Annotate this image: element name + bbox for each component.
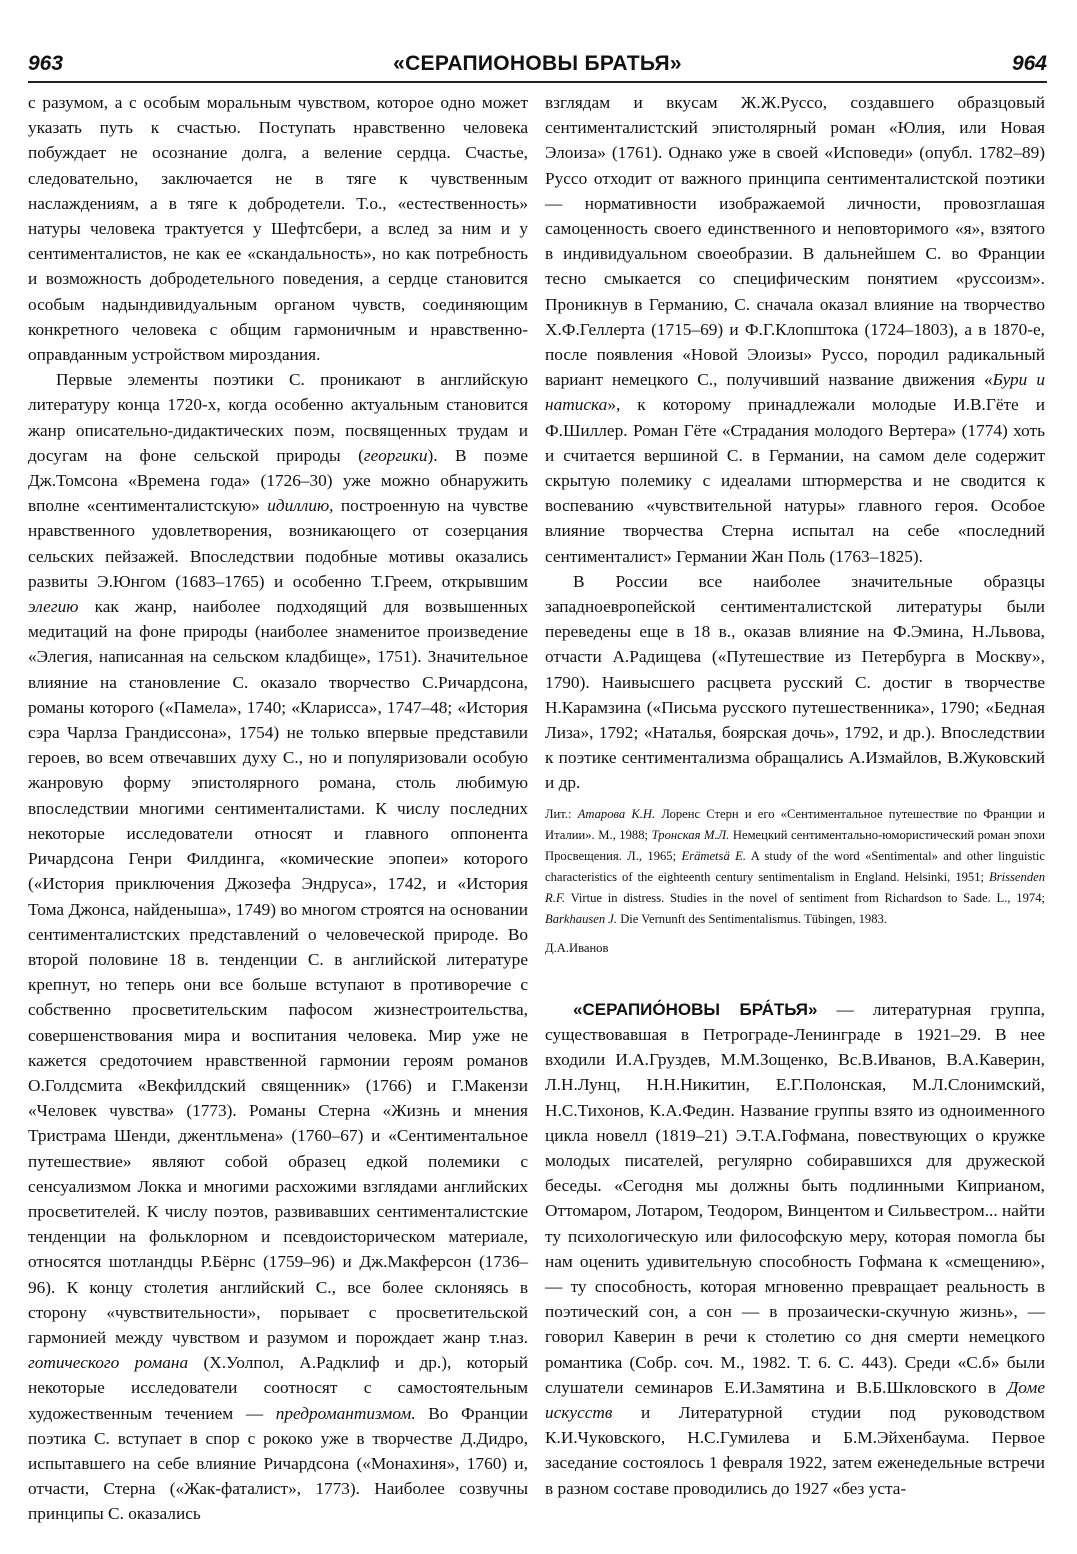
bibliography-entry: Virtue in distress. Studies in the novel of sentiment from Richardson to Sade. L., 1974; — [565, 890, 1045, 905]
term-italic: Доме искусств — [545, 1377, 1045, 1422]
page-header — [28, 52, 1047, 82]
paragraph — [28, 90, 528, 367]
term-italic: предромантизмом. — [275, 1403, 416, 1423]
article-signature: Д.А.Иванов — [545, 940, 609, 955]
bibliography-entry: Немецкий сентиментально-юмористический роман эпохи Просвещения. Л., 1965; — [545, 827, 1045, 863]
bibliography-author: Barkhausen J. — [545, 911, 618, 926]
running-title: «СЕРАПИОНОВЫ БРАТЬЯ» — [393, 52, 682, 75]
header-rule — [28, 81, 1047, 83]
paragraph-text: и Литературной студии под руководством К.И.Чуковского, Н.С.Гумилева и Б.М.Эйхенбаума. Первое заседание состоялось 1 февраля 1922, затем еженедельные встречи в разном составе проводились до 1927 «без уста- — [545, 1402, 1045, 1498]
right-column — [545, 90, 1045, 1501]
bibliography-entry: Лоренс Стерн и его «Сентиментальное путешествие по Франции и Италии». М., 1988; — [545, 806, 1046, 842]
paragraph-text: (Х.Уолпол, А.Радклиф и др.), который некоторые исследователи соотносят с самостоятельным художественным течением — — [28, 1353, 528, 1423]
term-italic: георгики — [363, 445, 428, 465]
article-entry — [545, 997, 1045, 1501]
paragraph-text: построенную на чувстве нравственного удовлетворения, возникающего от созерцания сельских пейзажей. Впоследствии подобные мотивы оказались развиты Э.Юнгом (1683–1765) и особенно Т.Греем, открывшим — [28, 496, 528, 591]
bibliography-author: Brissenden R.F. — [545, 869, 1045, 905]
paragraph-text: с разумом, а с особым моральным чувством, которое одно может указать путь к счастью. Поступать нравственно человека побуждает не осознание долга, а веление сердца. Счастье, следовательно, заключается не в тяге к чувственным наслаждениям, а в тяге к добродетели. Т.о., «естественность» натуры человека трактуется у Шефтсбери, а вслед за ним и у сентименталистов, не как ее «скандальность», но как потребность и возможность добродетельного поведения, а сердце становится особым надындивидуальным органом чувств, соединяющим конкретного человека с общим гармоничным и нравственно-оправданным устройством мироздания. — [28, 93, 528, 365]
paragraph-text: — литературная группа, существовавшая в Петрограде-Ленинграде в 1921–29. В нее входили И.А.Груздев, М.М.Зощенко, Вс.В.Иванов, В.А.Каверин, Л.Н.Лунц, Н.Н.Никитин, Е.Г.Полонская, М.Л.Слонимский, Н.С.Тихонов, К.А.Федин. Название группы взято из одноименного цикла новелл (1819–21) Э.Т.А.Гофмана, повествующих о кружке молодых писателей, регулярно собиравшихся для дружеской беседы. «Сегодня мы должны быть подлинными Киприаном, Оттомаром, Лотаром, Теодором, Винцентом и Сильвестром... найти ту психологическую или философскую меру, которая помогла бы нам оценить удивительную способность Гофмана к «смещению», — ту способность, которая мгновенно превращает реальность в поэтический сон, а сон — в прозаически-скучную жизнь», — говорил Каверин в речи к столетию со дня смерти немецкого романтика (Собр. соч. М., 1982. Т. 6. С. 443). Среди «С.б» были слушатели семинаров Е.И.Замятина и В.Б.Шкловского в — [545, 999, 1045, 1397]
paragraph — [545, 90, 1045, 569]
paragraph-text: В России все наиболее значительные образцы западноевропейской сентименталистской литературы были переведены еще в 18 в., оказав влияние на Ф.Эмина, Н.Львова, отчасти А.Радищева («Путешествие из Петербурга в Москву», 1790). Наивысшего расцвета русский С. достиг в творчестве Н.Карамзина («Письма русского путешественника», 1790; «Бедная Лиза», 1792; «Наталья, боярская дочь», 1792, и др.). Впоследствии к поэтике сентиментализма обращались А.Измайлов, В.Жуковский и др. — [545, 571, 1045, 793]
paragraph-text: взглядам и вкусам Ж.Ж.Руссо, создавшего образцовый сентименталистский эпистолярный роман «Юлия, или Новая Элоиза» (1761). Однако уже в своей «Исповеди» (опубл. 1782–89) Руссо отходит от важного принципа сентименталистской поэтики — нормативности изображаемой личности, провозглашая самоценность своего единственного и неповторимого «я», взятого в индивидуальном своеобразии. В дальнейшем С. во Франции тесно смыкается со специфическим понятием «руссоизм». Проникнув в Германию, С. сначала оказал влияние на творчество Х.Ф.Геллерта (1715–69) и Ф.Г.Клопштока (1724–1803), а в 1870-е, после появления «Новой Элоизы» Руссо, породил радикальный вариант немецкого С., получивший название движения « — [545, 93, 1045, 390]
paragraph — [28, 367, 528, 1526]
left-page-number: 963 — [28, 52, 64, 75]
paragraph-text: », к которому принадлежали молодые И.В.Гёте и Ф.Шиллер. Роман Гёте «Страдания молодого Вертера» (1774) хоть и считается вершиной С. в Германии, на самом деле содержит скрытую полемику с идеалами штюрмерства и не сводится к воспеванию «чувствительной натуры» главного героя. Особое влияние творчества Стерна испытал на себе «последний сентименталист» Германии Жан Поль (1763–1825). — [545, 395, 1045, 566]
article-headword: «СЕРАПИО́НОВЫ БРА́ТЬЯ» — [573, 999, 818, 1019]
left-column — [28, 90, 528, 1527]
paragraph-text: Первые элементы поэтики С. проникают в английскую литературу конца 1720-х, когда особенно актуальным становится жанр описательно-дидактических поэм, посвященных трудам и досугам на фоне сельской природы ( — [28, 370, 528, 465]
bibliography-author: Атарова К.Н. — [577, 806, 656, 821]
bibliography-entry: Die Vernunft des Sentimentalismus. Tübingen, 1983. — [617, 911, 887, 926]
term-italic: элегию — [28, 597, 79, 617]
term-italic: Бури и натиска — [545, 370, 1045, 415]
bibliography-author: Erämetsä E. — [681, 848, 746, 863]
paragraph — [545, 569, 1045, 796]
paragraph-text: ). В поэме Дж.Томсона «Времена года» (1726–30) уже можно обнаружить вполне «сентименталистскую» — [28, 445, 528, 516]
term-italic: готического романа — [28, 1353, 189, 1373]
term-italic: идиллию, — [267, 496, 334, 516]
paragraph-text: как жанр, наиболее подходящий для возвышенных медитаций на фоне природы (наиболее знаменитое произведение «Элегия, написанная на сельском кладбище», 1751). Значительное влияние на становление С. оказало творчество С.Ричардсона, романы которого («Памела», 1740; «Кларисса», 1747–48; «История сэра Чарлза Грандиссона», 1754) не только впервые представили героев, во всем отвечавших духу С., но и популяризовали особую жанровую форму эпистолярного романа, столь любимую впоследствии многими сентименталистами. К числу последних некоторые исследователи относят и главного оппонента Ричардсона Генри Филдинга, «комические эпопеи» которого («История приключения Джозефа Эндруса», 1742, и «История Тома Джонса, найденыша», 1749) во многом строятся на основании сентименталистских представлений о человеческой природе. Во второй половине 18 в. тенденции С. в английской литературе крепнут, но теперь они все больше вступают в противоречие с собственно просветительским пафосом жизнестроительства, совершенствования мира и воспитания человека. Мир уже не кажется средоточием нравственной гармонии героям романов О.Голдсмита «Векфилдский священник» (1766) и Г.Макензи «Человек чувства» (1773). Романы Стерна «Жизнь и мнения Тристрама Шенди, джентльмена» (1760–67) и «Сентиментальное путешествие» являют собой образец едкой полемики с сенсуализмом Локка и многими расхожими взглядами английских просветителей. К числу поэтов, развивавших сентименталистские тенденции на фольклорном и псевдоисторическом материале, относятся шотландцы Р.Бёрнс (1759–96) и Дж.Макферсон (1736–96). К концу столетия английский С., все более склоняясь в сторону «чувствительности», порывает с просветительской гармонией между чувством и разумом и порождает жанр т.наз. — [28, 597, 528, 1347]
right-page-number: 964 — [1011, 52, 1047, 75]
bibliography-entry: A study of the word «Sentimental» and other linguistic characteristics of the eighteenth century sentimentalism in England. Helsinki, 1951; — [545, 848, 1046, 884]
bibliography-author: Тронская М.Л. — [651, 827, 730, 842]
bibliography — [545, 804, 1045, 930]
bibliography-label: Лит.: — [545, 806, 578, 821]
paragraph-text: Во Франции поэтика С. вступает в спор с рококо уже в творчестве Д.Дидро, испытавшего на себе влияние Ричардсона («Монахиня», 1760) и, отчасти, Стерна («Жак-фаталист», 1773). Наиболее созвучны принципы С. оказались — [28, 1403, 529, 1524]
